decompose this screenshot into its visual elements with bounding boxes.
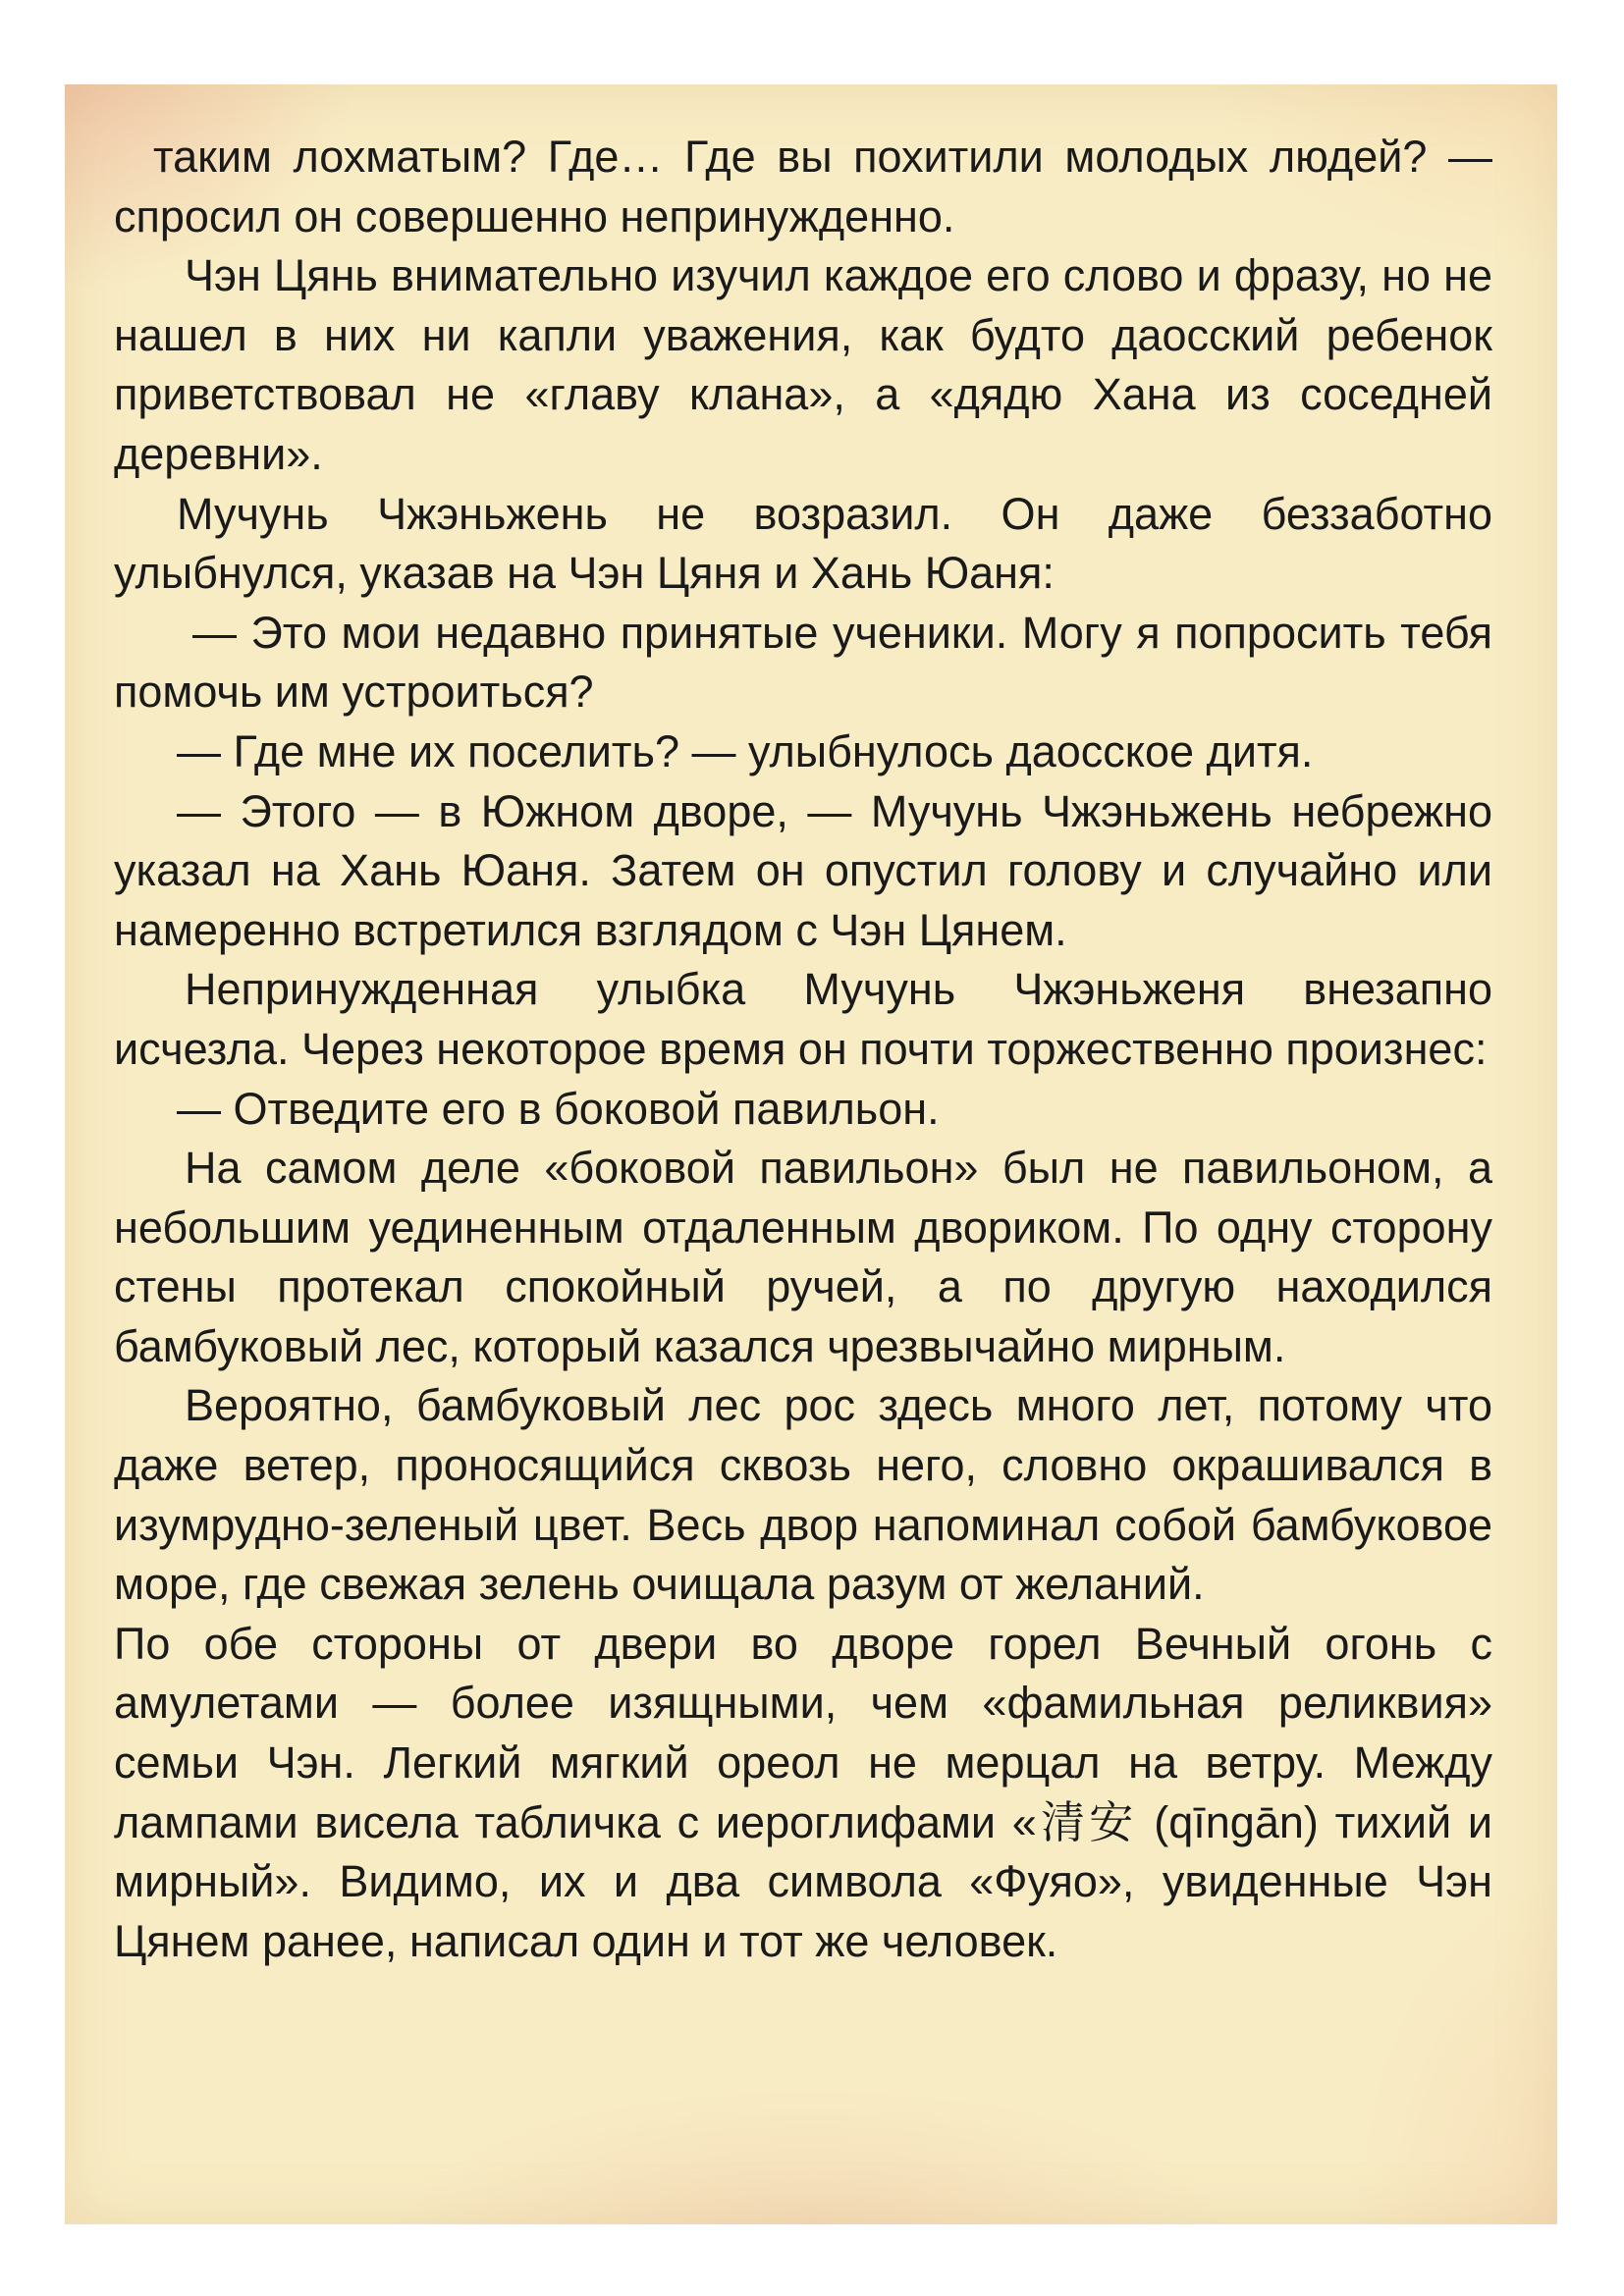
paragraph: Непринужденная улыбка Мучунь Чжэньженя внезапно исчезла. Через некоторое время он почти торжественно произнес: — [114, 964, 1492, 1074]
paragraph: На самом деле «боковой павильон» был не павильоном, а небольшим уединенным отдаленным двориком. По одну сторону стены протекал спокойный ручей, а по другую находился бамбуковый лес, который казался чрезвычайно мирным. — [114, 1143, 1492, 1371]
dialogue-line: — Этого — в Южном дворе, — Мучунь Чжэньжень небрежно указал на Хань Юаня. Затем он опустил голову и случайно или намеренно встретился взглядом с Чэн Цянем. — [114, 785, 1492, 955]
paragraph: По обе стороны от двери во дворе горел Вечный огонь с амулетами — более изящными, чем «фамильная реликвия» семьи Чэн. Легкий мягкий ореол не мерцал на ветру. Между лампами висела табличка с иероглифами «清安 (qīngān) тихий и мирный». Видимо, их и два символа «Фуяо», увиденные Чэн Цянем ранее, написал один и тот же человек. — [114, 1618, 1492, 1966]
dialogue-line: — Где мне их поселить? — улыбнулось даосское дитя. — [177, 725, 1314, 776]
paragraph-continuation: таким лохматым? Где… Где вы похитили молодых людей? — спросил он совершенно непринужденно. — [114, 132, 1492, 241]
document-body — [114, 128, 1492, 1971]
paragraph: Вероятно, бамбуковый лес рос здесь много лет, потому что даже ветер, проносящийся сквозь него, словно окрашивался в изумрудно-зеленый цвет. Весь двор напоминал собой бамбуковое море, где свежая зелень очищала разум от желаний. — [114, 1380, 1492, 1610]
paragraph: Мучунь Чжэньжень не возразил. Он даже беззаботно улыбнулся, указав на Чэн Цяня и Хань Юаня: — [114, 488, 1492, 599]
dialogue-line: — Отведите его в боковой павильон. — [177, 1083, 940, 1134]
dialogue-line: — Это мои недавно принятые ученики. Могу я попросить тебя помочь им устроиться? — [114, 607, 1492, 718]
paragraph: Чэн Цянь внимательно изучил каждое его слово и фразу, но не нашел в них ни капли уважения, как будто даосский ребенок приветствовал не «главу клана», а «дядю Хана из соседней деревни». — [114, 250, 1492, 479]
